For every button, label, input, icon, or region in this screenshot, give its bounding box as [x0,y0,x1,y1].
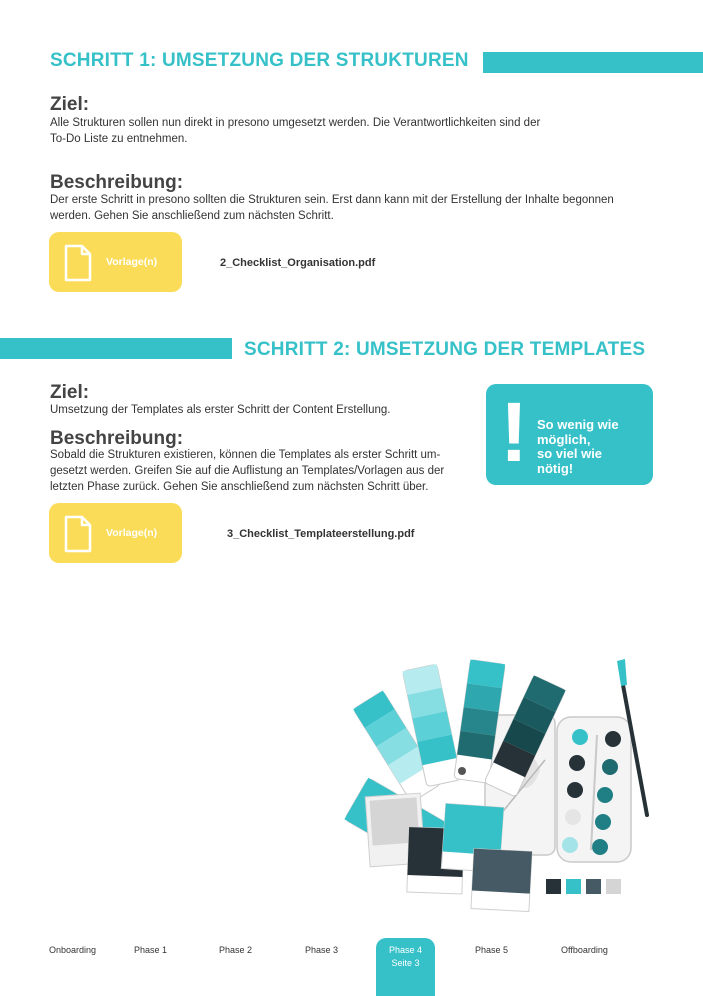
color-swatch-illustration [335,655,665,920]
step2-description-text-3: letzten Phase zurück. Gehen Sie anschließend zum nächsten Schritt über. [50,481,429,493]
step1-goal-heading: Ziel: [50,94,90,115]
step1-heading: SCHRITT 1: UMSETZUNG DER STRUKTUREN [50,50,469,71]
nav-phase-5[interactable]: Phase 5 [475,945,509,955]
document-icon [64,244,92,282]
step2-description-text-1: Sobald die Strukturen existieren, können die Templates als erster Schritt um- [50,449,441,461]
step2-description-text-2: gesetzt werden. Greifen Sie auf die Auflistung an Templates/Vorlagen aus der [50,465,445,477]
note-line-1: So wenig wie [537,417,619,432]
nav-phase-2[interactable]: Phase 2 [219,945,253,955]
note-text [537,418,649,476]
step1-description-heading: Beschreibung: [50,172,184,193]
exclamation-icon: ! [500,385,528,479]
paint-palette [557,717,631,862]
step1-goal-text-1: Alle Strukturen sollen nun direkt in presono umgesetzt werden. Die Verantwortlichkeiten sind der [50,117,541,129]
step1-template-label: Vorlage(n) [106,256,158,268]
page-number: Seite 3 [391,958,420,968]
step1-template-button[interactable] [49,232,182,292]
note-line-2: möglich, [537,431,591,447]
nav-phase-4-label: Phase 4 [388,945,423,955]
step2-heading-bar [0,338,232,359]
step2-goal-heading: Ziel: [50,382,90,403]
step1-file-link[interactable]: 2_Checklist_Organisation.pdf [220,257,376,269]
step2-file-link[interactable]: 3_Checklist_Templateerstellung.pdf [227,528,415,540]
nav-offboarding[interactable]: Offboarding [561,945,608,955]
nav-phase-4-active[interactable] [376,938,435,996]
note-line-3: so viel wie [537,446,603,461]
step2-template-button[interactable] [49,503,182,563]
step1-goal-text-2: To-Do Liste zu entnehmen. [50,133,188,145]
note-box [486,384,653,485]
step1-description-text-1: Der erste Schritt in presono sollten die Strukturen sein. Erst dann kann mit der Erstellung der Inhalte begonnen [50,194,614,206]
step2-heading: SCHRITT 2: UMSETZUNG DER TEMPLATES [244,339,646,360]
step1-description-text-2: werden. Gehen Sie anschließend zum nächsten Schritt. [50,210,334,222]
nav-onboarding[interactable]: Onboarding [49,945,97,955]
step2-description-heading: Beschreibung: [50,428,184,449]
nav-phase-3[interactable]: Phase 3 [305,945,339,955]
step2-template-label: Vorlage(n) [106,527,158,539]
step1-heading-bar [483,52,703,73]
nav-phase-1[interactable]: Phase 1 [134,945,168,955]
document-icon [64,515,92,553]
small-swatches [546,879,621,894]
step2-goal-text: Umsetzung der Templates als erster Schritt der Content Erstellung. [50,404,391,416]
note-line-4: nötig! [537,460,574,476]
